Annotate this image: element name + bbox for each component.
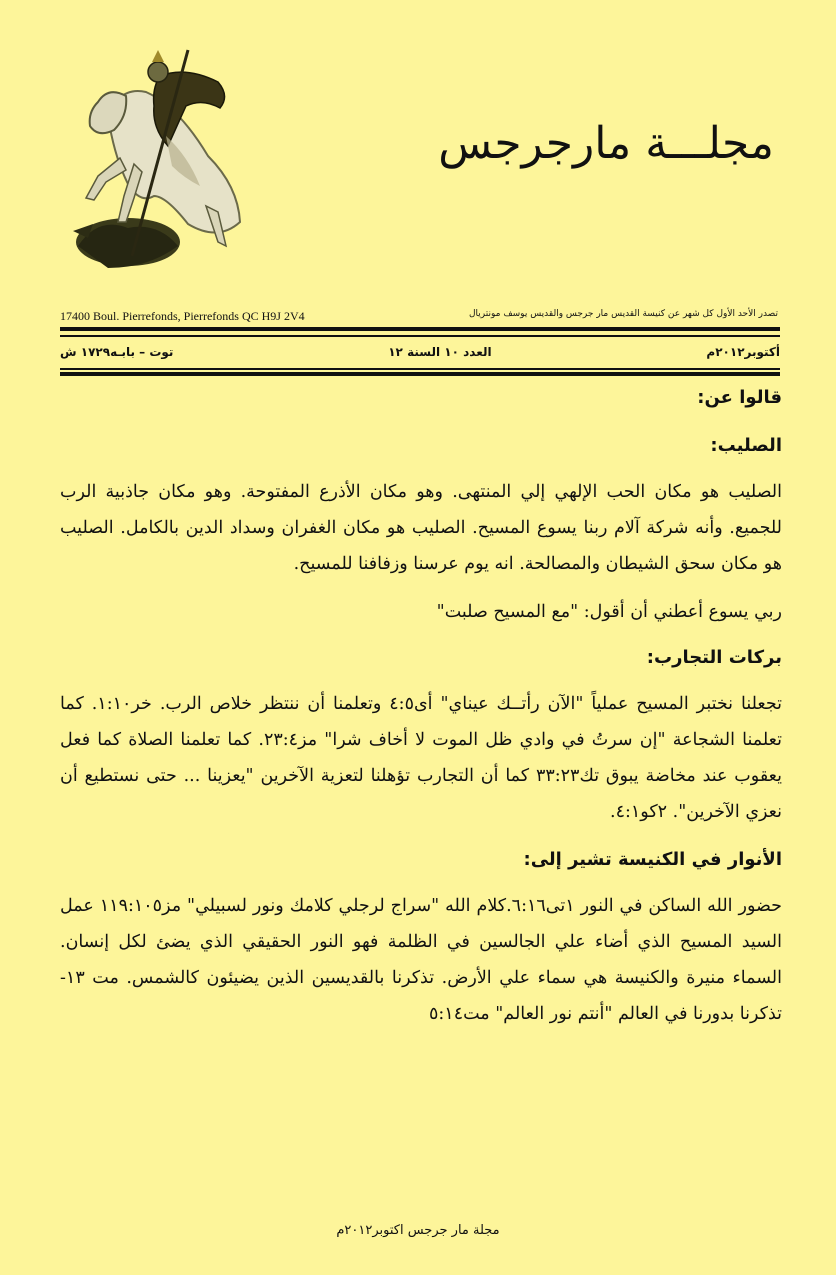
header-rule-thick — [60, 327, 780, 331]
paragraph-cross: الصليب هو مكان الحب الإلهي إلي المنتهى. وهو مكان الأذرع المفتوحة. وهو مكان جاذبية الرب للجميع. وأنه شركة آلام ربنا يسوع المسيح. الصليب هو مكان الغفران وسداد الدين بالكامل. الصليب هو مكان سحق الشيطان والمصالحة. انه يوم عرسنا وزفافنا للمسيح. — [60, 482, 782, 574]
gregorian-date: أكتوبر٢٠١٢م — [706, 345, 780, 359]
article-body — [60, 384, 782, 1032]
section-heading-said-about: قالوا عن: — [697, 387, 782, 408]
dateline-rule-thin — [60, 368, 780, 370]
page-footer: مجلة مار جرجس اكتوبر٢٠١٢م — [336, 1223, 500, 1238]
coptic-date: توت – بابـه١٧٢٩ ش — [60, 345, 174, 359]
issue-number: العدد ١٠ السنة ١٢ — [388, 345, 492, 359]
paragraph-trials: تجعلنا نختبر المسيح عملياً "الآن رأتــك عيناي" أى٤:٥ وتعلمنا أن ننتظر خلاص الرب. خر١:١٠. كما تعلمنا الشجاعة "إن سرتُ في وادي ظل الموت لا أخاف شرا" مز٢٣:٤. كما تعلمنا الصلاة كما فعل يعقوب عند مخاضة يبوق تك٣٣:٢٣ كما أن التجارب تؤهلنا لتعزية الآخرين "يعزينا ... حتى نستطيع أن نعزي الآخرين". ٢كو٤:١. — [60, 694, 783, 822]
dateline-rule-thick — [60, 372, 780, 376]
section-heading-trials: بركات التجارب: — [646, 647, 782, 668]
publisher-note: تصدر الأحد الأول كل شهر عن كنيسة القديس مار جرجس والقديس يوسف مونتريال — [469, 309, 778, 319]
paragraph-prayer: ربي يسوع أعطني أن أقول: "مع المسيح صلبت" — [436, 602, 782, 622]
section-heading-cross: الصليب: — [710, 435, 782, 456]
magazine-title: مجلـــة مارجرجس — [438, 118, 774, 169]
paragraph-lights: حضور الله الساكن في النور ١تى٦:١٦.كلام الله "سراج لرجلي كلامك ونور لسبيلي" مز١١٩:١٠٥ عمل السيد المسيح الذي أضاء علي الجالسين في الظلمة فهو النور الحقيقي الذي يضئ لكل إنسان. السماء منيرة والكنيسة هي سماء علي الأرض. تذكرنا بالقديسين الذين يضيئون كالشمس. مت ١٣-تذكرنا بدورنا في العالم "أنتم نور العالم" مت٥:١٤ — [60, 896, 782, 1024]
header-rule-thin — [60, 335, 780, 337]
church-address: 17400 Boul. Pierrefonds, Pierrefonds QC H9J 2V4 — [60, 309, 305, 323]
issue-dateline — [60, 345, 780, 359]
saint-george-logo-icon — [68, 46, 250, 272]
section-heading-lights: الأنوار في الكنيسة تشير إلى: — [523, 849, 782, 870]
